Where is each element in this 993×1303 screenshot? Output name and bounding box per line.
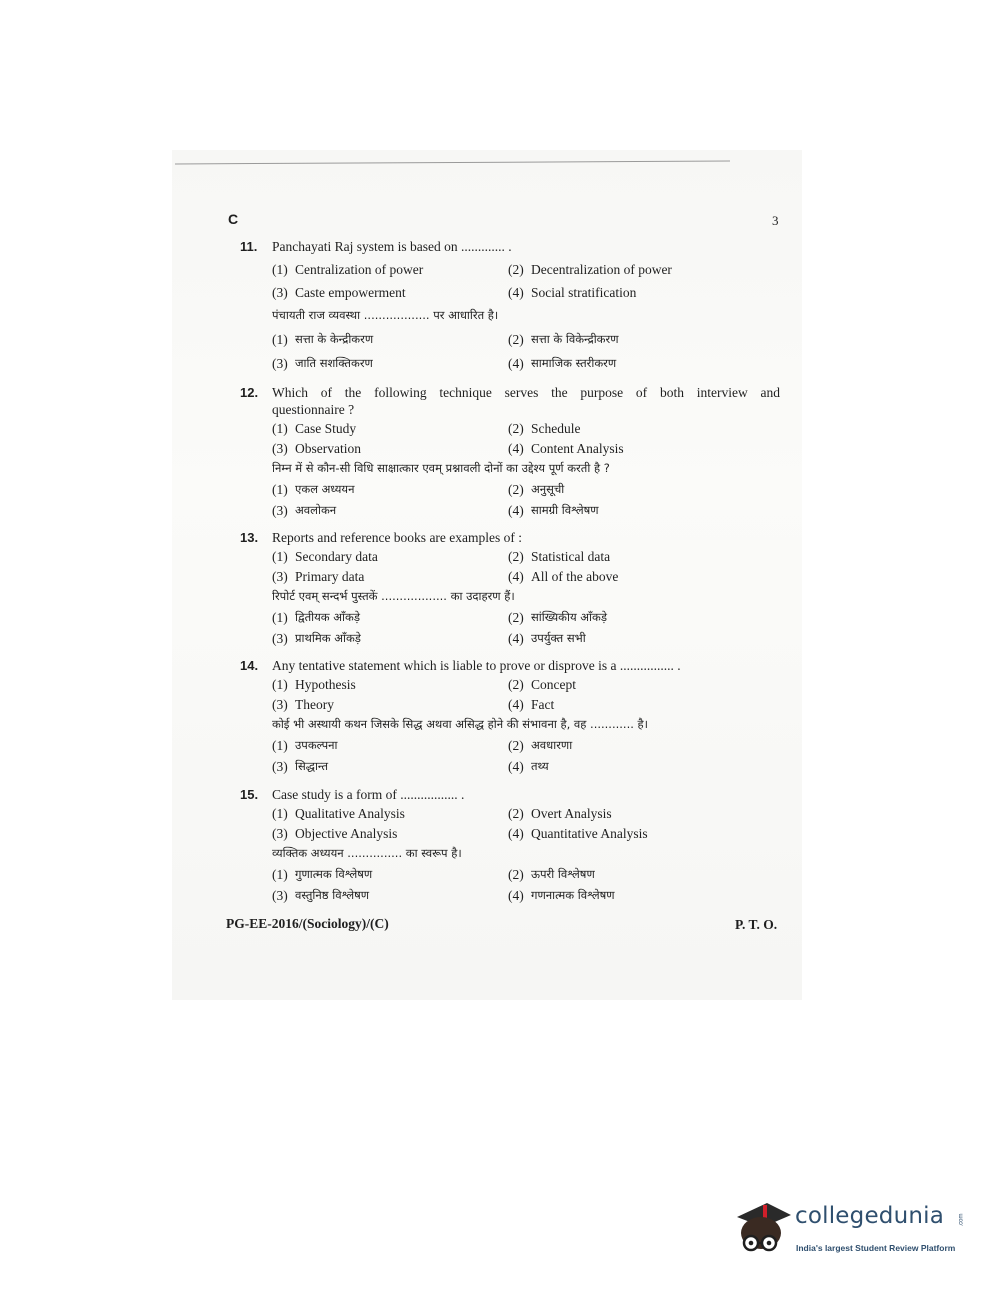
option-3: (3) Observation <box>272 441 361 456</box>
question-text: Case study is a form of ................. . <box>272 787 465 802</box>
hindi-question-text: कोई भी अस्थायी कथन जिसके सिद्ध अथवा असिद्ध होने की संभावना है, वह ............ है। <box>272 717 649 731</box>
hindi-option-4: (4) उपर्युक्त सभी <box>508 631 586 646</box>
hindi-option-1: (1) उपकल्पना <box>272 738 338 753</box>
option-2: (2) Overt Analysis <box>508 806 612 821</box>
option-1: (1) Centralization of power <box>272 262 424 277</box>
question-number: 13. <box>240 530 259 545</box>
option-3: (3) Theory <box>272 697 334 712</box>
mascot-icon <box>733 1197 795 1259</box>
question-text: Panchayati Raj system is based on ............. . <box>272 239 512 254</box>
logo-tagline: India's largest Student Review Platform <box>796 1243 956 1253</box>
question-number: 11. <box>240 239 258 254</box>
hindi-option-1: (1) द्वितीयक आँकड़े <box>272 610 361 625</box>
question-text: Reports and reference books are examples of : <box>272 530 523 545</box>
hindi-question-text: व्यक्तिक अध्ययन ............... का स्वरूप है। <box>272 846 462 860</box>
hindi-option-3: (3) सिद्धान्त <box>272 759 329 774</box>
option-3: (3) Primary data <box>272 569 365 584</box>
question-12 <box>240 384 780 519</box>
option-3: (3) Caste empowerment <box>272 285 406 300</box>
hindi-option-4: (4) सामग्री विश्लेषण <box>508 503 599 518</box>
question-number: 14. <box>240 658 259 673</box>
option-2: (2) Schedule <box>508 421 581 436</box>
hindi-option-2: (2) सत्ता के विकेन्द्रीकरण <box>508 332 619 347</box>
option-1: (1) Qualitative Analysis <box>272 806 405 821</box>
option-4: (4) All of the above <box>508 569 619 584</box>
hindi-option-4: (4) गणनात्मक विश्लेषण <box>508 888 615 903</box>
collegedunia-logo <box>733 1195 963 1267</box>
question-11 <box>240 238 780 372</box>
option-4: (4) Social stratification <box>508 285 637 300</box>
logo-suffix: .com <box>958 1213 965 1227</box>
hindi-option-3: (3) अवलोकन <box>272 503 337 518</box>
question-text: Any tentative statement which is liable to prove or disprove is a ................ . <box>272 658 681 673</box>
hindi-question-text: निम्न में से कौन-सी विधि साक्षात्कार एवम् प्रश्नावली दोनों का उद्देश्य पूर्ण करती है ? <box>272 461 610 475</box>
hindi-option-2: (2) अवधारणा <box>508 738 573 753</box>
hindi-option-2: (2) ऊपरी विश्लेषण <box>508 867 595 882</box>
question-number: 12. <box>240 385 259 400</box>
page-number: 3 <box>772 213 779 228</box>
hindi-option-2: (2) सांख्यिकीय आँकड़े <box>508 610 608 625</box>
question-13 <box>240 529 780 647</box>
question-text-line-1: Which of the following technique serves the purpose of both interview and <box>272 385 780 400</box>
option-4: (4) Quantitative Analysis <box>508 826 648 841</box>
option-1: (1) Hypothesis <box>272 677 356 692</box>
paper-code: PG-EE-2016/(Sociology)/(C) <box>226 916 389 931</box>
question-14 <box>240 657 780 775</box>
hindi-question-text: पंचायती राज व्यवस्था .................. पर आधारित है। <box>272 308 499 322</box>
logo-wordmark: collegedunia <box>795 1203 945 1229</box>
option-2: (2) Decentralization of power <box>508 262 672 277</box>
option-2: (2) Statistical data <box>508 549 611 564</box>
option-1: (1) Secondary data <box>272 549 378 564</box>
set-letter: C <box>228 211 239 227</box>
pto-label: P. T. O. <box>735 917 778 932</box>
hindi-option-1: (1) गुणात्मक विश्लेषण <box>272 867 373 882</box>
option-1: (1) Case Study <box>272 421 357 436</box>
hindi-option-1: (1) एकल अध्ययन <box>272 482 355 497</box>
hindi-option-3: (3) प्राथमिक आँकड़े <box>272 631 361 646</box>
hindi-option-1: (1) सत्ता के केन्द्रीकरण <box>272 332 374 347</box>
question-15 <box>240 786 780 904</box>
hindi-question-text: रिपोर्ट एवम् सन्दर्भ पुस्तकें .................. का उदाहरण हैं। <box>272 589 515 603</box>
option-2: (2) Concept <box>508 677 576 692</box>
hindi-option-4: (4) सामाजिक स्तरीकरण <box>508 356 617 371</box>
option-4: (4) Fact <box>508 697 555 712</box>
hindi-option-4: (4) तथ्य <box>508 759 549 774</box>
question-number: 15. <box>240 787 259 802</box>
hindi-option-2: (2) अनुसूची <box>508 482 565 497</box>
hindi-option-3: (3) वस्तुनिष्ठ विश्लेषण <box>272 888 370 903</box>
question-text-line-2: questionnaire ? <box>272 402 355 417</box>
hindi-option-3: (3) जाति सशक्तिकरण <box>272 356 373 371</box>
option-4: (4) Content Analysis <box>508 441 624 456</box>
option-3: (3) Objective Analysis <box>272 826 398 841</box>
